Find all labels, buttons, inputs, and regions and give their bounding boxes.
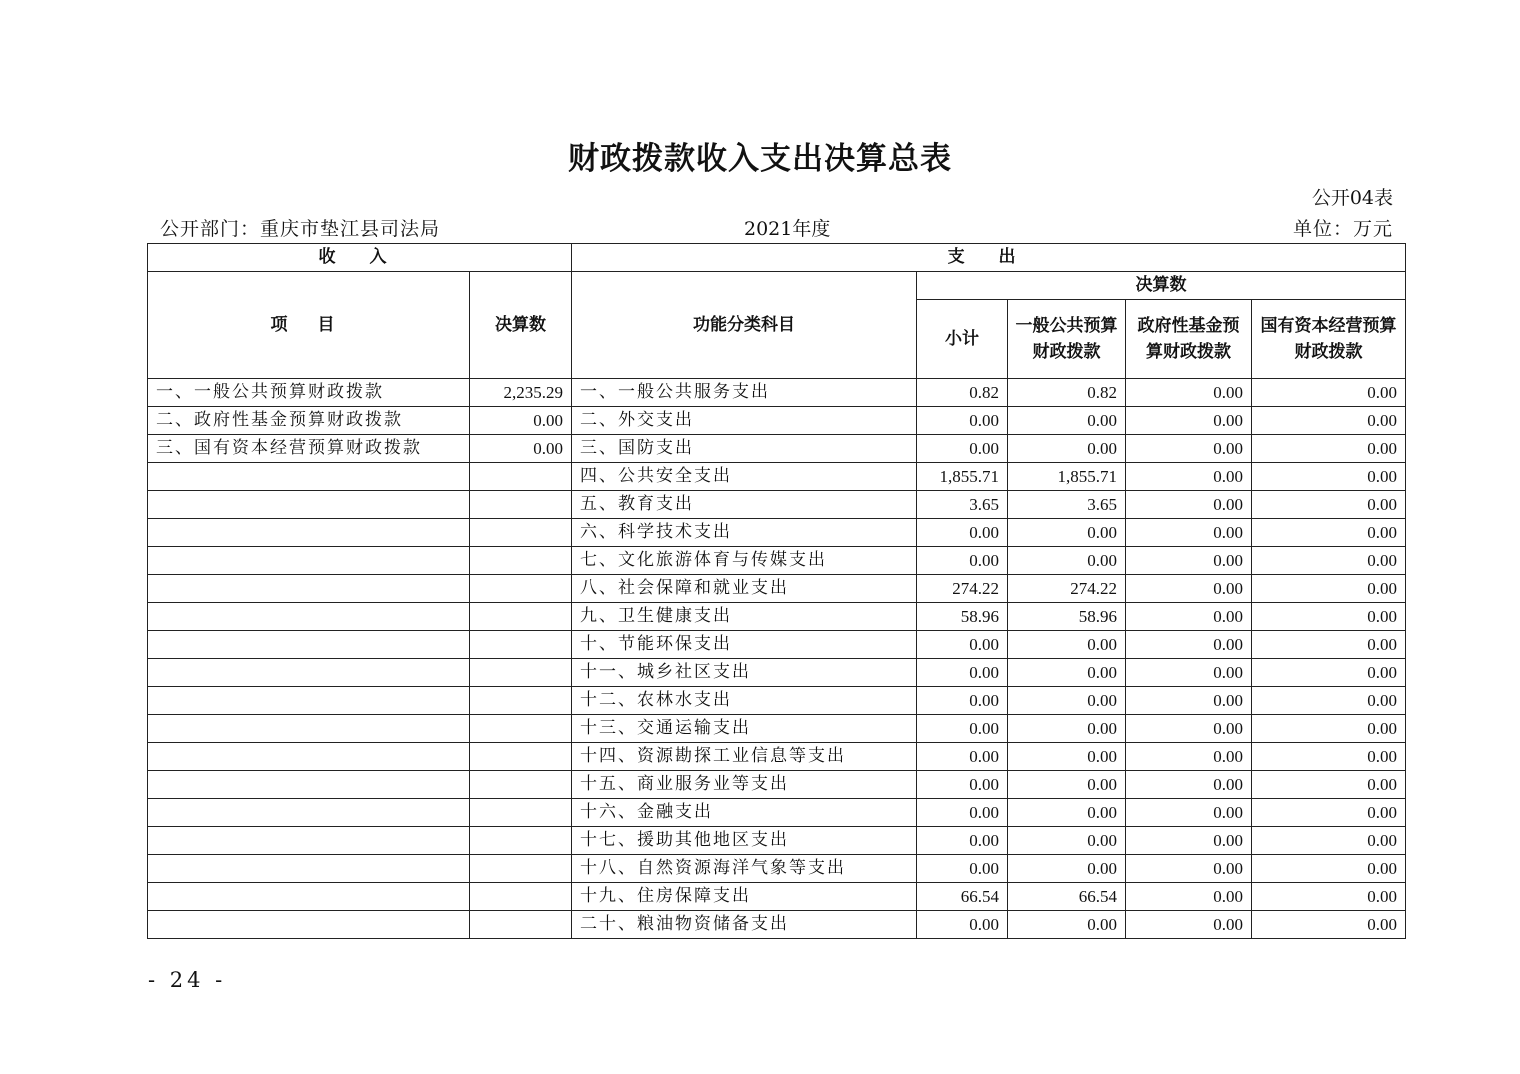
income-amount [470,547,572,575]
fund-budget-value: 0.00 [1126,407,1252,435]
state-capital-value: 0.00 [1252,687,1406,715]
income-item [148,827,470,855]
state-capital-value: 0.00 [1252,631,1406,659]
subtotal-value: 0.00 [917,435,1008,463]
table-row [148,379,1406,407]
fund-budget-value: 0.00 [1126,659,1252,687]
fund-budget-value: 0.00 [1126,687,1252,715]
fund-budget-value: 0.00 [1126,491,1252,519]
fund-budget-value: 0.00 [1126,547,1252,575]
table-row [148,855,1406,883]
subtotal-value: 0.00 [917,547,1008,575]
fund-budget-value: 0.00 [1126,519,1252,547]
income-item [148,491,470,519]
subtotal-value: 3.65 [917,491,1008,519]
fund-budget-value: 0.00 [1126,379,1252,407]
subtotal-value: 0.00 [917,827,1008,855]
general-budget-value: 1,855.71 [1008,463,1126,491]
state-capital-value: 0.00 [1252,715,1406,743]
function-item: 十七、援助其他地区支出 [572,827,917,855]
income-item: 二、政府性基金预算财政拨款 [148,407,470,435]
subtotal-value: 0.00 [917,855,1008,883]
income-amount [470,491,572,519]
income-item [148,519,470,547]
subtotal-value: 0.00 [917,771,1008,799]
income-item [148,659,470,687]
general-budget-value: 0.00 [1008,687,1126,715]
state-capital-value: 0.00 [1252,771,1406,799]
income-amount [470,715,572,743]
col-item-header: 项 目 [148,272,470,379]
col-state-header: 国有资本经营预算财政拨款 [1252,300,1406,379]
income-amount [470,743,572,771]
income-amount [470,631,572,659]
income-amount [470,575,572,603]
budget-table [147,243,1406,939]
function-item: 四、公共安全支出 [572,463,917,491]
col-amount-header: 决算数 [470,272,572,379]
subtotal-value: 0.00 [917,407,1008,435]
income-item [148,687,470,715]
fund-budget-value: 0.00 [1126,743,1252,771]
function-item: 十一、城乡社区支出 [572,659,917,687]
income-amount: 0.00 [470,435,572,463]
table-row [148,911,1406,939]
income-item [148,855,470,883]
fund-budget-value: 0.00 [1126,771,1252,799]
form-number: 公开04表 [1311,187,1393,209]
general-budget-value: 0.00 [1008,771,1126,799]
table-body [148,379,1406,939]
general-budget-value: 0.00 [1008,659,1126,687]
income-item [148,547,470,575]
income-item: 一、一般公共预算财政拨款 [148,379,470,407]
general-budget-value: 0.00 [1008,547,1126,575]
col-func-header: 功能分类科目 [572,272,917,379]
function-item: 九、卫生健康支出 [572,603,917,631]
fund-budget-value: 0.00 [1126,435,1252,463]
general-budget-value: 0.00 [1008,827,1126,855]
subtotal-value: 0.82 [917,379,1008,407]
function-item: 五、教育支出 [572,491,917,519]
subtotal-value: 0.00 [917,631,1008,659]
general-budget-value: 66.54 [1008,883,1126,911]
income-amount [470,603,572,631]
table-row [148,687,1406,715]
table-row [148,435,1406,463]
table-row [148,631,1406,659]
state-capital-value: 0.00 [1252,491,1406,519]
table-row [148,715,1406,743]
subtotal-value: 1,855.71 [917,463,1008,491]
function-item: 六、科学技术支出 [572,519,917,547]
table-row [148,827,1406,855]
col-subtotal-header: 小计 [917,300,1008,379]
function-item: 七、文化旅游体育与传媒支出 [572,547,917,575]
department-label: 公开部门：重庆市垫江县司法局 [160,218,441,240]
function-item: 八、社会保障和就业支出 [572,575,917,603]
income-item [148,631,470,659]
income-amount [470,463,572,491]
state-capital-value: 0.00 [1252,407,1406,435]
function-item: 一、一般公共服务支出 [572,379,917,407]
fund-budget-value: 0.00 [1126,603,1252,631]
table-row [148,463,1406,491]
state-capital-value: 0.00 [1252,435,1406,463]
state-capital-value: 0.00 [1252,883,1406,911]
fund-budget-value: 0.00 [1126,855,1252,883]
income-item: 三、国有资本经营预算财政拨款 [148,435,470,463]
fund-budget-value: 0.00 [1126,575,1252,603]
subtotal-value: 0.00 [917,659,1008,687]
function-item: 十四、资源勘探工业信息等支出 [572,743,917,771]
col-general-header: 一般公共预算财政拨款 [1008,300,1126,379]
state-capital-value: 0.00 [1252,547,1406,575]
income-amount [470,855,572,883]
subtotal-value: 0.00 [917,911,1008,939]
function-item: 二、外交支出 [572,407,917,435]
subtotal-value: 58.96 [917,603,1008,631]
col-settle-header: 决算数 [917,272,1406,300]
table-row [148,407,1406,435]
general-budget-value: 0.00 [1008,799,1126,827]
state-capital-value: 0.00 [1252,519,1406,547]
state-capital-value: 0.00 [1252,799,1406,827]
table-row [148,603,1406,631]
income-amount [470,687,572,715]
income-item [148,603,470,631]
state-capital-value: 0.00 [1252,911,1406,939]
table-row [148,547,1406,575]
general-budget-value: 0.00 [1008,435,1126,463]
income-amount [470,911,572,939]
header-row-1 [148,244,1406,272]
income-item [148,799,470,827]
page-title: 财政拨款收入支出决算总表 [568,141,952,177]
income-item [148,715,470,743]
income-item [148,771,470,799]
function-item: 十、节能环保支出 [572,631,917,659]
page-number: - 24 - [148,968,227,992]
income-amount [470,827,572,855]
fund-budget-value: 0.00 [1126,911,1252,939]
income-amount [470,883,572,911]
function-item: 十二、农林水支出 [572,687,917,715]
general-budget-value: 0.00 [1008,407,1126,435]
function-item: 十九、住房保障支出 [572,883,917,911]
general-budget-value: 274.22 [1008,575,1126,603]
function-item: 十八、自然资源海洋气象等支出 [572,855,917,883]
fund-budget-value: 0.00 [1126,799,1252,827]
subtotal-value: 0.00 [917,687,1008,715]
subtotal-value: 0.00 [917,743,1008,771]
header-row-2 [148,272,1406,300]
function-item: 十六、金融支出 [572,799,917,827]
income-amount [470,519,572,547]
state-capital-value: 0.00 [1252,379,1406,407]
general-budget-value: 0.00 [1008,855,1126,883]
income-item [148,883,470,911]
fund-budget-value: 0.00 [1126,631,1252,659]
income-item [148,575,470,603]
year-label: 2021年度 [744,218,831,240]
general-budget-value: 3.65 [1008,491,1126,519]
income-item [148,911,470,939]
state-capital-value: 0.00 [1252,827,1406,855]
subtotal-value: 0.00 [917,799,1008,827]
expense-header: 支 出 [572,244,1406,272]
state-capital-value: 0.00 [1252,743,1406,771]
state-capital-value: 0.00 [1252,603,1406,631]
income-header: 收 入 [148,244,572,272]
table-row [148,659,1406,687]
subtotal-value: 0.00 [917,519,1008,547]
table-row [148,771,1406,799]
general-budget-value: 0.00 [1008,631,1126,659]
income-amount [470,659,572,687]
table-row [148,491,1406,519]
income-amount [470,771,572,799]
meta-row [160,214,1393,240]
table-row [148,883,1406,911]
general-budget-value: 0.00 [1008,743,1126,771]
income-item [148,743,470,771]
income-amount: 2,235.29 [470,379,572,407]
table-row [148,575,1406,603]
table-row [148,799,1406,827]
state-capital-value: 0.00 [1252,463,1406,491]
fund-budget-value: 0.00 [1126,883,1252,911]
general-budget-value: 0.82 [1008,379,1126,407]
fund-budget-value: 0.00 [1126,463,1252,491]
function-item: 二十、粮油物资储备支出 [572,911,917,939]
subtotal-value: 0.00 [917,715,1008,743]
fund-budget-value: 0.00 [1126,715,1252,743]
function-item: 十五、商业服务业等支出 [572,771,917,799]
general-budget-value: 0.00 [1008,715,1126,743]
subtotal-value: 66.54 [917,883,1008,911]
general-budget-value: 0.00 [1008,911,1126,939]
function-item: 三、国防支出 [572,435,917,463]
income-amount: 0.00 [470,407,572,435]
general-budget-value: 58.96 [1008,603,1126,631]
table-row [148,743,1406,771]
income-item [148,463,470,491]
unit-label: 单位：万元 [1292,218,1393,240]
state-capital-value: 0.00 [1252,855,1406,883]
fund-budget-value: 0.00 [1126,827,1252,855]
state-capital-value: 0.00 [1252,575,1406,603]
state-capital-value: 0.00 [1252,659,1406,687]
subtotal-value: 274.22 [917,575,1008,603]
general-budget-value: 0.00 [1008,519,1126,547]
table-row [148,519,1406,547]
function-item: 十三、交通运输支出 [572,715,917,743]
col-fund-header: 政府性基金预算财政拨款 [1126,300,1252,379]
income-amount [470,799,572,827]
